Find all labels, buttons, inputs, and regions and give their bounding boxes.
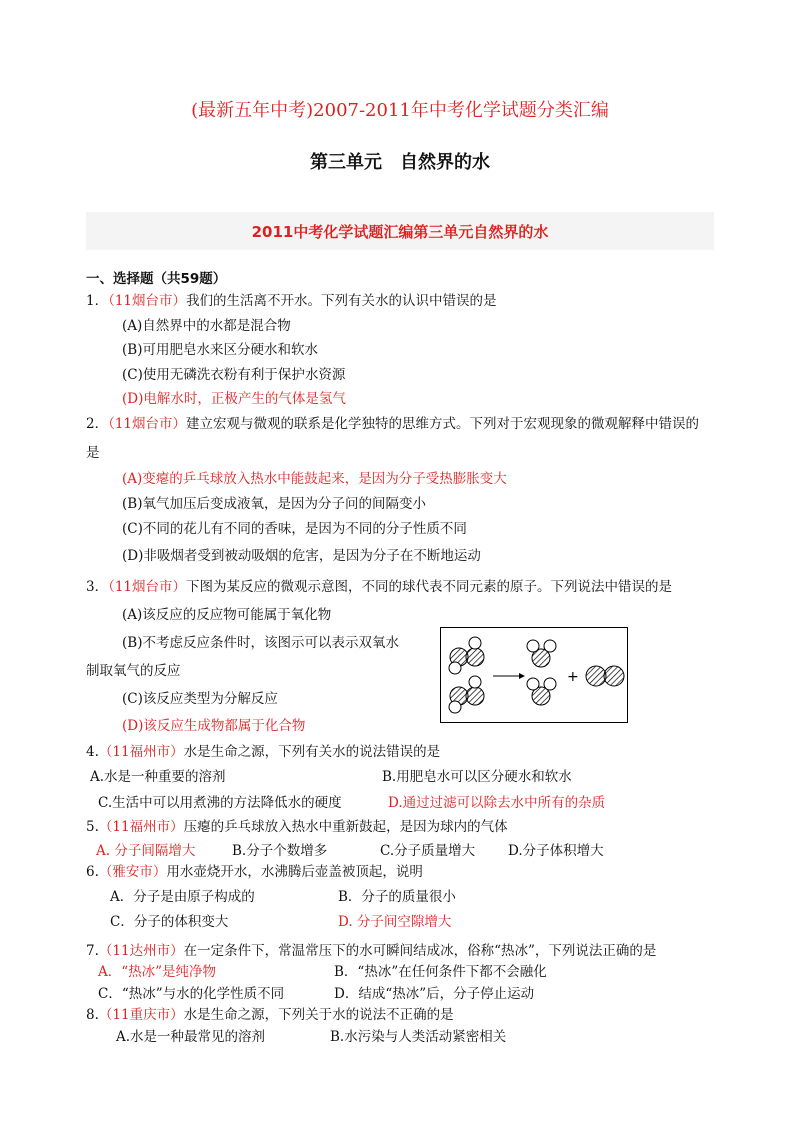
question-number: 5. (86, 819, 99, 835)
plus-sign: + (567, 669, 579, 685)
option-d: (D)非吸烟者受到被动吸烟的危害，是因为分子在不断地运动 (122, 548, 481, 564)
option-d-answer: (D)电解水时，正极产生的气体是氢气 (122, 391, 346, 407)
question-stem: 水是生命之源，下列关于水的说法不正确的是 (183, 1007, 454, 1023)
option-a-answer: (A)变瘪的乒乓球放入热水中能鼓起来，是因为分子受热膨胀变大 (122, 471, 507, 487)
question-source: （11烟台市） (108, 293, 187, 309)
option-a: (A)自然界中的水都是混合物 (122, 318, 291, 334)
question-stem-continued: 是 (86, 445, 100, 461)
question-number: 2． (86, 416, 109, 432)
question-number: 1． (86, 293, 109, 309)
unit-title: 第三单元 自然界的水 (310, 152, 490, 173)
option-d: D．结成“热冰”后，分子停止运动 (334, 986, 535, 1002)
question-stem: 水是生命之源，下列有关水的说法错误的是 (183, 744, 441, 760)
option-b-continued: 制取氧气的反应 (86, 663, 181, 679)
question-source: （11福州市） (98, 819, 184, 835)
product-molecule-3 (586, 666, 624, 686)
question-8 (86, 1006, 454, 1024)
reaction-diagram-svg (441, 628, 627, 722)
option-d-answer: (D)该反应生成物都属于化合物 (122, 718, 306, 734)
option-a: (A)该反应的反应物可能属于氧化物 (122, 607, 332, 623)
option-d-answer: D. 分子间空隙增大 (338, 914, 452, 930)
question-2 (86, 415, 699, 433)
question-stem: 用水壶烧开水，水沸腾后壶盖被顶起，说明 (166, 864, 423, 880)
option-c: C.分子质量增大 (380, 843, 476, 859)
question-5 (86, 818, 508, 836)
question-number: 4. (86, 744, 99, 760)
option-d: D.分子体积增大 (508, 843, 604, 859)
product-molecule-2 (527, 678, 556, 705)
question-3 (86, 578, 672, 596)
question-number: 8. (86, 1007, 99, 1023)
option-c: C．分子的体积变大 (110, 914, 229, 930)
question-source: （11烟台市） (108, 416, 187, 432)
option-c: C.生活中可以用煮沸的方法降低水的硬度 (98, 795, 342, 811)
question-number: 3． (86, 579, 109, 595)
option-a: A.水是一种最常见的溶剂 (116, 1029, 266, 1045)
option-c: (C)不同的花儿有不同的香味，是因为不同的分子性质不同 (122, 521, 467, 537)
question-1 (86, 292, 497, 310)
subtitle: 2011中考化学试题汇编第三单元自然界的水 (251, 223, 549, 241)
option-c: (C)该反应类型为分解反应 (122, 691, 278, 707)
question-stem: 压瘪的乒乓球放入热水中重新鼓起，是因为球内的气体 (183, 819, 508, 835)
option-a-answer: A．“热冰”是纯净物 (98, 964, 217, 980)
option-a-answer: A. 分子间隔增大 (96, 843, 196, 859)
question-number: 6. (86, 864, 99, 880)
question-stem: 建立宏观与微观的联系是化学独特的思维方式。下列对于宏观现象的微观解释中错误的 (186, 416, 700, 432)
question-stem: 我们的生活离不开水。下列有关水的认识中错误的是 (186, 293, 497, 309)
option-b: B.用肥皂水可以区分硬水和软水 (382, 769, 572, 785)
option-b: B.水污染与人类活动紧密相关 (330, 1029, 507, 1045)
question-source: （11达州市） (98, 943, 184, 959)
question-source: （11重庆市） (98, 1007, 184, 1023)
option-d-answer: D.通过过滤可以除去水中所有的杂质 (388, 795, 606, 811)
document-title: (最新五年中考)2007-2011年中考化学试题分类汇编 (191, 100, 609, 121)
reaction-diagram (440, 627, 628, 723)
section-heading: 一、选择题（共59题） (86, 271, 227, 287)
question-7 (86, 942, 656, 960)
option-a: A．分子是由原子构成的 (110, 889, 255, 905)
arrow-icon (493, 673, 525, 679)
question-number: 7. (86, 943, 99, 959)
option-b: B.分子个数增多 (232, 843, 328, 859)
question-source: （11烟台市） (108, 579, 187, 595)
option-b: B．“热冰”在任何条件下都不会融化 (334, 964, 547, 980)
question-source: （11福州市） (98, 744, 184, 760)
reactant-molecule-1 (449, 637, 484, 674)
product-molecule-1 (527, 640, 556, 667)
option-c: C．“热冰”与水的化学性质不同 (98, 986, 285, 1002)
option-b: (B)氧气加压后变成液氧，是因为分子问的间隔变小 (122, 496, 426, 512)
question-stem: 下图为某反应的微观示意图，不同的球代表不同元素的原子。下列说法中错误的是 (186, 579, 673, 595)
reactant-molecule-2 (449, 676, 484, 713)
option-b: B．分子的质量很小 (338, 889, 456, 905)
option-b: (B)可用肥皂水来区分硬水和软水 (122, 342, 318, 358)
question-6 (86, 863, 423, 881)
question-stem: 在一定条件下，常温常压下的水可瞬间结成冰，俗称“热冰”，下列说法正确的是 (183, 943, 657, 959)
option-b: (B)不考虑反应条件时，该图示可以表示双氧水 (122, 635, 399, 651)
option-a: A.水是一种重要的溶剂 (90, 769, 226, 785)
question-4 (86, 743, 440, 761)
question-source: （雅安市） (98, 864, 167, 880)
option-c: (C)使用无磷洗衣粉有利于保护水资源 (122, 367, 346, 383)
